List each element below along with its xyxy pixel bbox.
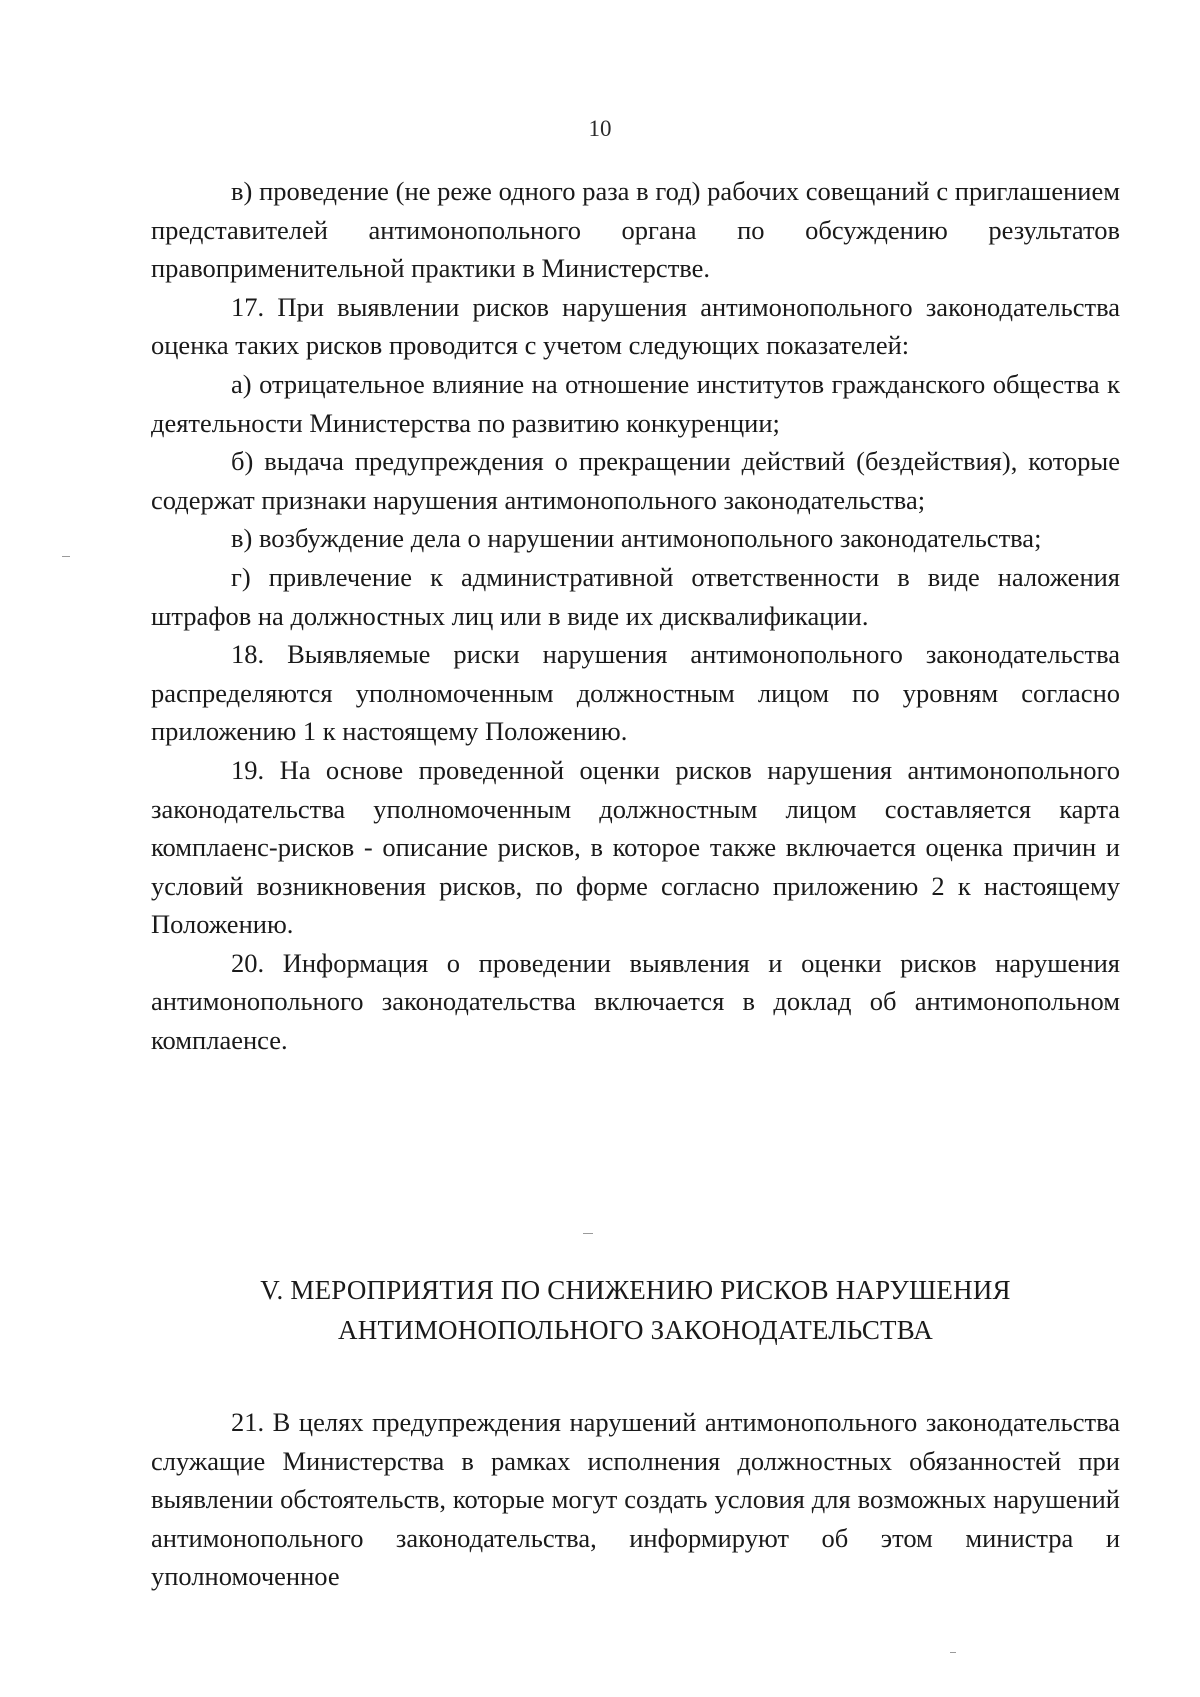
section-heading-line-2: АНТИМОНОПОЛЬНОГО ЗАКОНОДАТЕЛЬСТВА [338,1315,933,1345]
section-heading [151,1270,1120,1350]
scan-speck [62,556,70,557]
paragraph-17: 17. При выявлении рисков нарушения антимонопольного законодательства оценка таких рисков проводится с учетом следующих показателей: [151,291,1120,361]
paragraph-17v: в) возбуждение дела о нарушении антимонопольного законодательства; [231,523,1042,554]
paragraph-17g: г) привлечение к административной ответственности в виде наложения штрафов на должностных лиц или в виде их дисквалификации. [151,561,1120,631]
section-heading-line-1: V. МЕРОПРИЯТИЯ ПО СНИЖЕНИЮ РИСКОВ НАРУШЕНИЯ [260,1275,1011,1305]
body-text-after-heading [151,1403,1120,1596]
paragraph-17a: а) отрицательное влияние на отношение институтов гражданского общества к деятельности Министерства по развитию конкуренции; [151,368,1120,438]
scan-speck [950,1652,956,1653]
paragraph-17b: б) выдача предупреждения о прекращении действий (бездействия), которые содержат признаки нарушения антимонопольного законодательства; [151,446,1120,515]
scan-speck [583,1233,593,1234]
body-text [151,172,1120,1060]
paragraph-16v: в) проведение (не реже одного раза в год) рабочих совещаний с приглашением представителей антимонопольного органа по обсуждению результатов правоприменительной практики в Министерстве. [151,176,1120,284]
paragraph-21: 21. В целях предупреждения нарушений антимонопольного законодательства служащие Министерства в рамках исполнения должностных обязанностей при выявлении обстоятельств, которые могут создать условия для возможных нарушений антимонопольного законодательства, информируют об этом министра и уполномоченное [151,1407,1120,1592]
page-number: 10 [588,116,612,141]
paragraph-19: 19. На основе проведенной оценки рисков нарушения антимонопольного законодательства уполномоченным должностным лицом составляется карта комплаенс-рисков - описание рисков, в которое также включается оценка причин и условий возникновения рисков, по форме согласно приложению 2 к настоящему Положению. [151,754,1120,940]
paragraph-20: 20. Информация о проведении выявления и оценки рисков нарушения антимонопольного законодательства включается в доклад об антимонопольном комплаенсе. [151,947,1120,1056]
paragraph-18: 18. Выявляемые риски нарушения антимонопольного законодательства распределяются уполномоченным должностным лицом по уровням согласно приложению 1 к настоящему Положению. [151,639,1120,747]
